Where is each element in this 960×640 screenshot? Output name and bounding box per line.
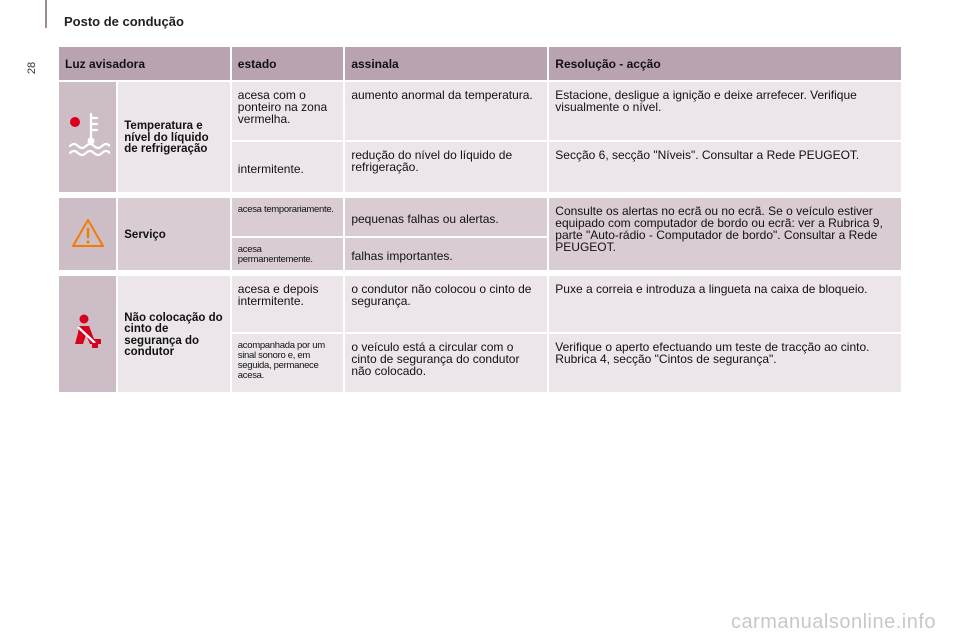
assinala-cell: redução do nível do líquido de refrigeração. bbox=[345, 142, 547, 192]
light-name-seatbelt: Não colocação do cinto de segurança do condutor bbox=[118, 276, 230, 392]
resolucao-cell: Consulte os alertas no ecrã ou no ecrã. Se o veículo estiver equipado com computador de bordo ou ecrã: ver a Rubrica 9, parte "Auto-rádio - Computador de bordo". Consultar a Rede PEUGEOT. bbox=[549, 198, 901, 270]
section-title: Posto de condução bbox=[64, 14, 184, 29]
estado-cell: acompanhada por um sinal sonoro e, em seguida, permanece acesa. bbox=[232, 334, 344, 392]
header-luz-avisadora: Luz avisadora bbox=[59, 47, 230, 80]
page-number: 28 bbox=[26, 61, 38, 75]
header-resolucao: Resolução - acção bbox=[549, 47, 901, 80]
assinala-cell: o veículo está a circular com o cinto de segurança do condutor não colocado. bbox=[345, 334, 547, 392]
table-row bbox=[59, 82, 901, 140]
light-name-coolant: Temperatura e nível do líquido de refrigeração bbox=[118, 82, 230, 192]
seatbelt-icon bbox=[68, 313, 108, 353]
resolucao-cell: Estacione, desligue a ignição e deixe arrefecer. Verifique visualmente o nível. bbox=[549, 82, 901, 140]
assinala-cell: o condutor não colocou o cinto de segurança. bbox=[345, 276, 547, 332]
estado-cell: acesa com o ponteiro na zona vermelha. bbox=[232, 82, 344, 140]
estado-cell: acesa temporariamente. bbox=[232, 198, 344, 236]
estado-cell: intermitente. bbox=[232, 142, 344, 192]
watermark: carmanualsonline.info bbox=[730, 611, 936, 633]
resolucao-cell: Puxe a correia e introduza a lingueta na caixa de bloqueio. bbox=[549, 276, 901, 332]
resolucao-cell: Verifique o aperto efectuando um teste de tracção ao cinto. Rubrica 4, secção "Cintos de segurança". bbox=[549, 334, 901, 392]
margin-rule bbox=[45, 0, 47, 28]
assinala-cell: aumento anormal da temperatura. bbox=[345, 82, 547, 140]
resolucao-cell: Secção 6, secção "Níveis". Consultar a Rede PEUGEOT. bbox=[549, 142, 901, 192]
assinala-cell: falhas importantes. bbox=[345, 238, 547, 270]
header-estado: estado bbox=[232, 47, 344, 80]
estado-cell: acesa e depois intermitente. bbox=[232, 276, 344, 332]
warning-lights-table bbox=[57, 45, 903, 394]
light-name-service: Serviço bbox=[118, 198, 230, 270]
table-row bbox=[59, 198, 901, 236]
estado-cell: acesa permanentemente. bbox=[232, 238, 344, 270]
warning-triangle-icon bbox=[70, 217, 106, 249]
seatbelt-icon-cell bbox=[59, 276, 116, 392]
assinala-cell: pequenas falhas ou alertas. bbox=[345, 198, 547, 236]
coolant-temperature-icon bbox=[66, 108, 110, 164]
table-row bbox=[59, 276, 901, 332]
service-icon-cell bbox=[59, 198, 116, 270]
coolant-icon-cell bbox=[59, 82, 116, 192]
table-header-row bbox=[59, 47, 901, 80]
header-assinala: assinala bbox=[345, 47, 547, 80]
